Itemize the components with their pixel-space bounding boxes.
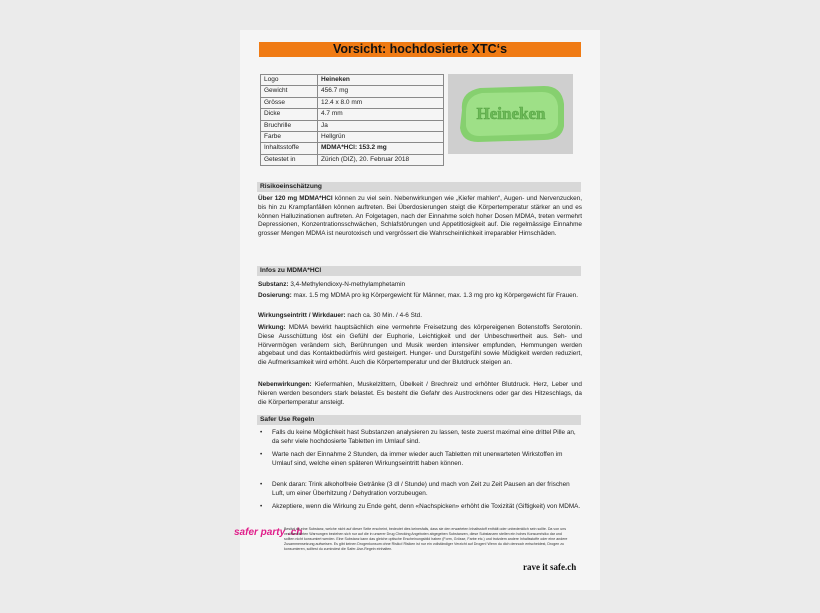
bullet-icon: • (260, 503, 263, 510)
spec-row (261, 143, 444, 154)
spec-label: Dicke (261, 109, 318, 120)
spec-value: Zürich (DIZ), 20. Februar 2018 (318, 154, 444, 165)
info-label: Wirkung: (258, 324, 286, 331)
safer-use-bullet (260, 481, 582, 499)
page-title: Vorsicht: hochdosierte XTC‘s (259, 42, 581, 57)
spec-row (261, 97, 444, 108)
info-dosierung (258, 292, 582, 301)
risk-paragraph (258, 195, 582, 239)
info-substanz (258, 281, 582, 290)
info-text: 3,4-Methylendioxy-N-methylamphetamin (288, 281, 406, 288)
spec-label: Logo (261, 75, 318, 86)
spec-row (261, 86, 444, 97)
info-label: Substanz: (258, 281, 289, 288)
bullet-text: Akzeptiere, wenn die Wirkung zu Ende geht, denn «Nachspicken» erhöht die Toxizität (Giftigkeit) von MDMA. (272, 503, 581, 510)
spec-value: 456.7 mg (318, 86, 444, 97)
bullet-text: Denk daran: Trink alkoholfreie Getränke (3 dl / Stunde) und mach von Zeit zu Zeit Pausen an der frischen Luft, um einer Überhitzung / Dehydration vorzubeugen. (272, 481, 570, 497)
spec-value: 4.7 mm (318, 109, 444, 120)
spec-label: Inhaltsstoffe (261, 143, 318, 154)
spec-label: Bruchrille (261, 120, 318, 131)
spec-value: Heineken (318, 75, 444, 86)
bullet-icon: • (260, 481, 263, 488)
spec-label: Grösse (261, 97, 318, 108)
spec-value: MDMA*HCl: 153.2 mg (318, 143, 444, 154)
risk-lead: Über 120 mg MDMA*HCl (258, 195, 333, 202)
safer-use-bullet (260, 451, 582, 469)
section-heading-safer-use: Safer Use Regeln (257, 415, 581, 425)
spec-row (261, 120, 444, 131)
section-heading-risk: Risikoeinschätzung (257, 182, 581, 192)
info-nebenwirkungen (258, 381, 582, 407)
info-label: Nebenwirkungen: (258, 381, 312, 388)
spec-row (261, 154, 444, 165)
spec-value: 12.4 x 8.0 mm (318, 97, 444, 108)
spec-value: Ja (318, 120, 444, 131)
spec-label: Gewicht (261, 86, 318, 97)
risk-text: können zu viel sein. Nebenwirkungen wie „Kiefer mahlen“, Augen- und Nervenzucken, bis hin zu Krampfanfällen können auftreten. Bei Überdosierungen steigt die Körpertemperatur stärker an und es können Halluzinationen auftreten. An Folgetagen, nach der Einnahme solch hoher Dosen MDMA, treten vermehrt Depressionen, Konzentrationsschwächen, Schlafstörungen und Appetitlosigkeit auf. Die regelmässige Einnahme grosser Mengen MDMA ist neurotoxisch und vergrössert die Wahrscheinlichkeit irreparabler Hirnschäden. (258, 195, 582, 238)
bullet-icon: • (260, 429, 263, 436)
info-text: MDMA bewirkt hauptsächlich eine vermehrte Freisetzung des körpereigenen Botenstoffs Serotonin. Diese Ausschüttung löst ein Gefühl der Euphorie, Leichtigkeit und der Unbeschwertheit aus. Seh- und Hörvermögen verändern sich, Berührungen und Musik werden intensiver empfunden, Hemmungen werden abgebaut und das Kontaktbedürfnis wird gesteigert. Hunger- und Durstgefühl sowie Müdigkeit werden reduziert, die Aufmerksamkeit wird erhöht. Auch die Körpertemperatur und der Blutdruck steigen an. (258, 324, 582, 367)
document-page (234, 30, 600, 590)
safer-party-logo: safer party .ch (234, 527, 303, 538)
info-text: Kiefermahlen, Muskelzittern, Übelkeit / Brechreiz und erhöhter Blutdruck. Herz, Leber und Nieren werden besonders stark belastet. Es besteht die Gefahr des Austrocknens oder gar des Hitzeschlags, da die Körpertemperatur ansteigt. (258, 381, 582, 406)
spec-row (261, 109, 444, 120)
specs-table (260, 74, 444, 166)
spec-row (261, 132, 444, 143)
bullet-icon: • (260, 451, 263, 458)
safer-use-bullet (260, 503, 582, 512)
spec-value: Hellgrün (318, 132, 444, 143)
info-label: Dosierung: (258, 292, 292, 299)
spec-row (261, 75, 444, 86)
pill-image (448, 74, 573, 154)
info-wirkungseintritt (258, 312, 582, 321)
info-wirkung (258, 324, 582, 368)
spec-label: Getestet in (261, 154, 318, 165)
section-heading-info: Infos zu MDMA*HCl (257, 266, 581, 276)
safer-use-bullet (260, 429, 582, 447)
bullet-text: Warte nach der Einnahme 2 Stunden, da immer wieder auch Tabletten mit unerwarteten Wirkstoffen im Umlauf sind, welche einen späteren Wirkungseintritt haben können. (272, 451, 563, 467)
info-text: max. 1.5 mg MDMA pro kg Körpergewicht für Männer, max. 1.3 mg pro kg Körpergewicht für Frauen. (291, 292, 579, 299)
pill-logo-text: Heineken (476, 104, 546, 123)
rave-it-safe-logo: rave it safe.ch (523, 562, 577, 572)
footer-disclaimer: Besitzt du eine Substanz, welche nicht auf dieser Seite erscheint, bedeutet dies keinesfalls, dass sie den erwarteten Inhaltsstoff enthält oder unbedenklich sein sollte. Da von uns veröffentlichten Warnungen beziehen sich nur auf die in unserer Drug Checking Angeboten abgegeben Substanzen, diese Substanzen stellen ein hohes Konsumrisiko dar und sollten nicht konsumiert werden. Eine Substanz kann das gleiche optische Erscheinungsbild haben (Form, Grösse, Farbe etc.) und trotzdem andere Inhaltsstoffe oder eine andere Zusammensetzung aufweisen. Es gibt keinen Drogenkonsum ohne Risiko! Risiken ist nur ein vollständiger Verzicht auf Drogen! Wenn du dich dennoch entscheidest, Drogen zu konsumieren, solltest du zumindest die Safer-Use-Regeln einhalten. (284, 527, 568, 551)
info-label: Wirkungseintritt / Wirkdauer: (258, 312, 346, 319)
info-text: nach ca. 30 Min. / 4-6 Std. (345, 312, 422, 319)
spec-label: Farbe (261, 132, 318, 143)
bullet-text: Falls du keine Möglichkeit hast Substanzen analysieren zu lassen, teste zuerst maximal eine drittel Pille an, da sehr viele hochdosierte Tabletten im Umlauf sind. (272, 429, 576, 445)
pill-photo (448, 74, 573, 154)
